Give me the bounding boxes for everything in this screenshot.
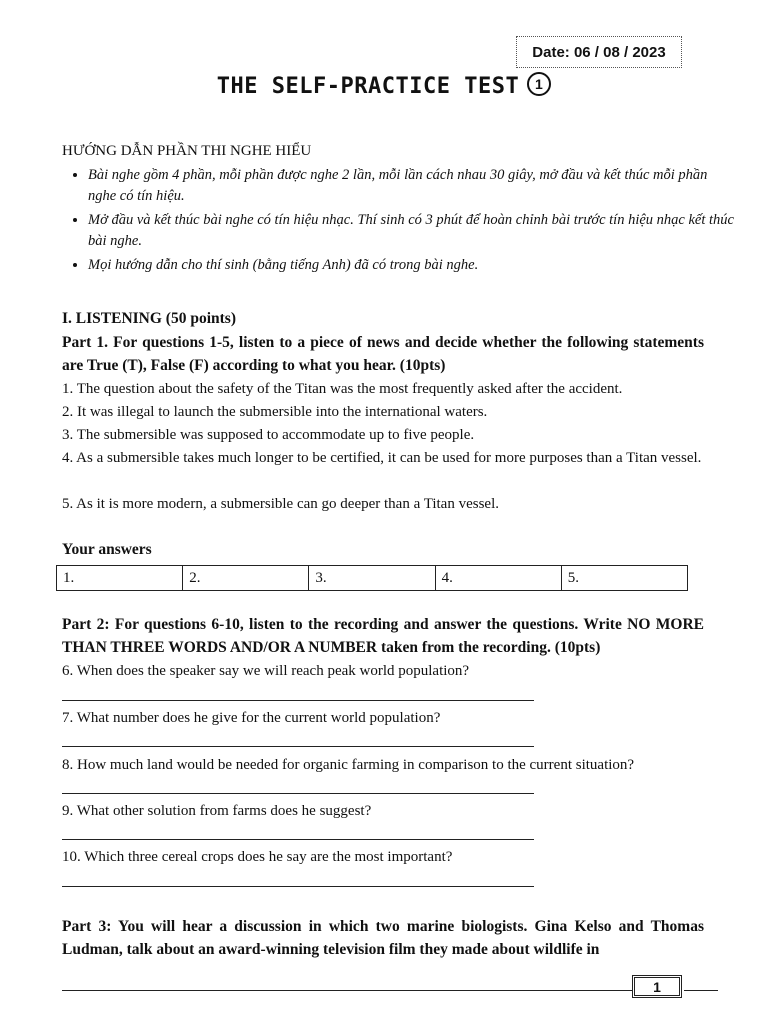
answer-cell[interactable]: 1. [57, 566, 183, 591]
footer-rule-right [684, 990, 718, 991]
page-number: 1 [653, 978, 661, 995]
part2-question-9: 9. What other solution from farms does he suggest? [62, 803, 372, 819]
guide-item: • Mọi hướng dẫn cho thí sinh (bằng tiếng Anh) đã có trong bài nghe. [88, 255, 734, 276]
listening-heading: I. LISTENING (50 points) [62, 310, 236, 327]
answers-label: Your answers [62, 541, 152, 558]
guide-heading: HƯỚNG DẪN PHẦN THI NGHE HIỂU [62, 143, 312, 159]
part1-question-5: 5. As it is more modern, a submersible can go deeper than a Titan vessel. [62, 496, 499, 512]
answer-table [56, 565, 688, 591]
part1-question-2: 2. It was illegal to launch the submersible into the international waters. [62, 404, 488, 420]
answer-line[interactable] [62, 793, 534, 794]
answer-line[interactable] [62, 700, 534, 701]
guide-item: • Mở đầu và kết thúc bài nghe có tín hiệu nhạc. Thí sinh có 3 phút để hoàn chỉnh bài trước tín hiệu nhạc kết thúc bài nghe. [88, 210, 734, 252]
page-title [0, 72, 768, 99]
part2-question-6: 6. When does the speaker say we will reach peak world population? [62, 663, 470, 679]
answer-line[interactable] [62, 839, 534, 840]
part1-question-3: 3. The submersible was supposed to accommodate up to five people. [62, 427, 475, 443]
title-number-badge: 1 [527, 72, 551, 96]
part2-question-7: 7. What number does he give for the current world population? [62, 710, 441, 726]
part2-question-10: 10. Which three cereal crops does he say are the most important? [62, 849, 453, 865]
date-box [516, 36, 682, 68]
title-text: THE SELF-PRACTICE TEST [216, 74, 520, 99]
answer-line[interactable] [62, 886, 534, 887]
date-text: Date: 06 / 08 / 2023 [532, 43, 666, 61]
answer-cell[interactable]: 3. [309, 566, 435, 591]
answer-cell[interactable]: 4. [435, 566, 561, 591]
guide-list [62, 165, 734, 279]
page-number-box [632, 975, 682, 998]
part1-question-1: 1. The question about the safety of the Titan was the most frequently asked after the accident. [62, 381, 623, 397]
part1-question-4: 4. As a submersible takes much longer to be certified, it can be used for more purposes than a Titan vessel. [62, 450, 702, 466]
footer-rule [62, 990, 632, 991]
part2-question-8: 8. How much land would be needed for organic farming in comparison to the current situation? [62, 757, 635, 773]
answer-line[interactable] [62, 746, 534, 747]
guide-item: • Bài nghe gồm 4 phần, mỗi phần được nghe 2 lần, mỗi lần cách nhau 30 giây, mở đầu và kết thúc mỗi phần nghe có tín hiệu. [88, 165, 734, 207]
answer-cell[interactable]: 2. [183, 566, 309, 591]
part3-instruction: Part 3: You will hear a discussion in which two marine biologists. Gina Kelso and Thomas Ludman, talk about an award-winning television film they made about wildlife in [62, 918, 704, 958]
part2-instruction: Part 2: For questions 6-10, listen to the recording and answer the questions. Write NO MORE THAN THREE WORDS AND/OR A NUMBER taken from the recording. (10pts) [62, 616, 704, 656]
answer-cell[interactable]: 5. [561, 566, 687, 591]
part1-instruction: Part 1. For questions 1-5, listen to a piece of news and decide whether the following statements are True (T), False (F) according to what you hear. (10pts) [62, 334, 704, 374]
